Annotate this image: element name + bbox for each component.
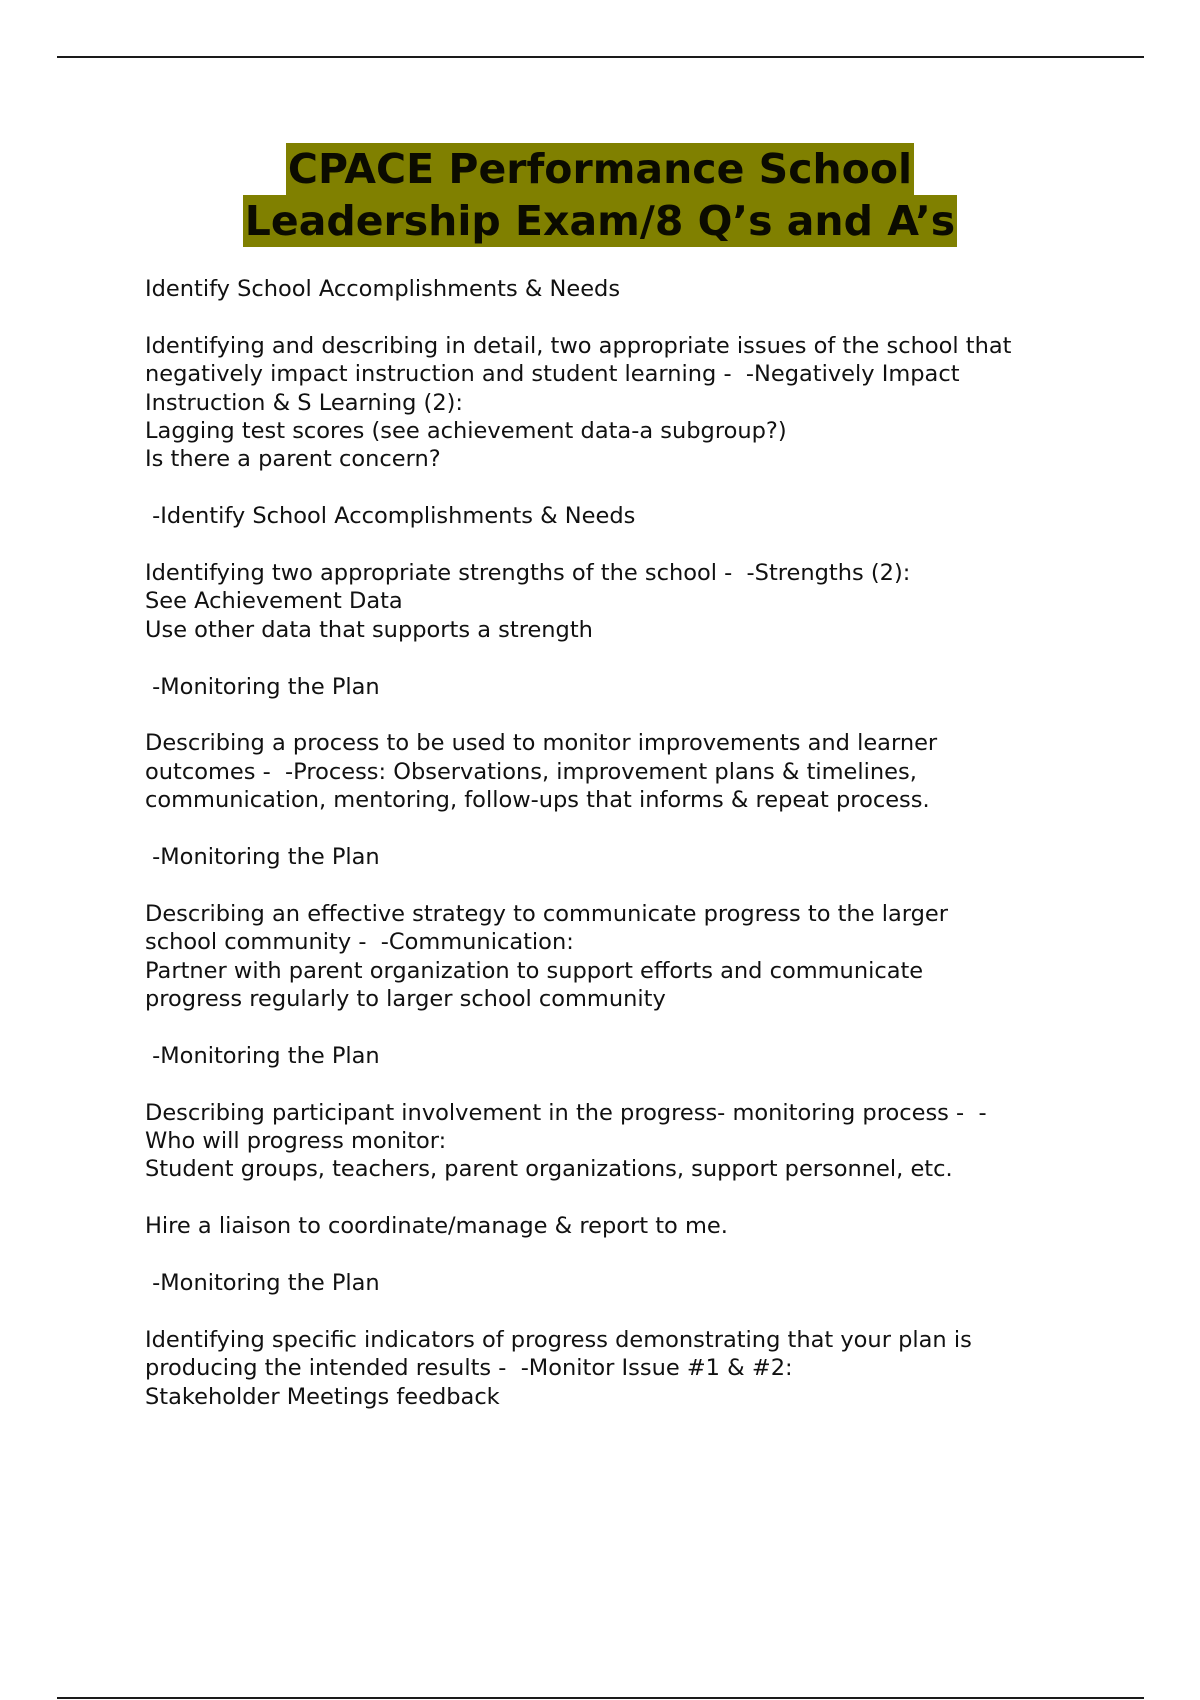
text-line: communication, mentoring, follow-ups that informs & repeat process.	[145, 787, 930, 814]
footer-rule	[57, 1697, 1144, 1699]
text-line: Identifying specific indicators of progress demonstrating that your plan is	[145, 1326, 972, 1353]
text-line: outcomes - -Process: Observations, improvement plans & timelines,	[145, 758, 917, 785]
document-title	[0, 143, 1200, 247]
text-line: Is there a parent concern?	[145, 446, 441, 473]
qa-monitor-process	[145, 729, 1105, 814]
qa-strengths	[145, 559, 1105, 644]
text-line: -Monitoring the Plan	[145, 1042, 380, 1069]
text-line: Describing an effective strategy to communicate progress to the larger	[145, 900, 948, 927]
text-line: Lagging test scores (see achievement data-a subgroup?)	[145, 418, 787, 445]
title-line-1: CPACE Performance School	[287, 145, 913, 193]
text-line: school community - -Communication:	[145, 929, 574, 956]
text-line: -Identify School Accomplishments & Needs	[145, 503, 636, 530]
text-line: Identify School Accomplishments & Needs	[145, 276, 621, 302]
text-line: producing the intended results - -Monitor Issue #1 & #2:	[145, 1355, 793, 1382]
text-line: Describing a process to be used to monitor improvements and learner	[145, 730, 938, 757]
text-line: See Achievement Data	[145, 588, 403, 615]
heading-monitoring-plan-2	[145, 843, 1105, 871]
qa-communication	[145, 900, 1105, 1014]
text-line: -Monitoring the Plan	[145, 1270, 380, 1297]
text-line: Describing participant involvement in the progress- monitoring process - -	[145, 1099, 987, 1126]
heading-accomplishments-needs-2	[145, 502, 1105, 530]
text-line: Instruction & S Learning (2):	[145, 389, 463, 416]
text-line: Identifying two appropriate strengths of the school - -Strengths (2):	[145, 560, 911, 587]
text-line: Who will progress monitor:	[145, 1128, 447, 1155]
qa-participant-involvement	[145, 1099, 1105, 1184]
title-line-2: Leadership Exam/8 Q’s and A’s	[244, 197, 956, 245]
text-line: Use other data that supports a strength	[145, 616, 593, 643]
qa-negative-issues	[145, 332, 1105, 474]
text-line: Identifying and describing in detail, two appropriate issues of the school that	[145, 332, 1012, 359]
text-line: Partner with parent organization to support efforts and communicate	[145, 957, 924, 984]
text-line: -Monitoring the Plan	[145, 844, 380, 871]
header-rule	[57, 56, 1144, 58]
text-line: Stakeholder Meetings feedback	[145, 1383, 500, 1410]
text-line: progress regularly to larger school community	[145, 986, 666, 1013]
text-line: Hire a liaison to coordinate/manage & report to me.	[145, 1213, 728, 1240]
text-line: negatively impact instruction and student learning - -Negatively Impact	[145, 361, 960, 388]
heading-monitoring-plan-1	[145, 673, 1105, 701]
text-line: -Monitoring the Plan	[145, 673, 380, 700]
heading-accomplishments-needs	[145, 275, 1105, 303]
text-line: Student groups, teachers, parent organizations, support personnel, etc.	[145, 1156, 953, 1183]
note-liaison	[145, 1212, 1105, 1240]
heading-monitoring-plan-3	[145, 1042, 1105, 1070]
heading-monitoring-plan-4	[145, 1269, 1105, 1297]
document-body	[145, 275, 1105, 1439]
qa-progress-indicators	[145, 1326, 1105, 1411]
